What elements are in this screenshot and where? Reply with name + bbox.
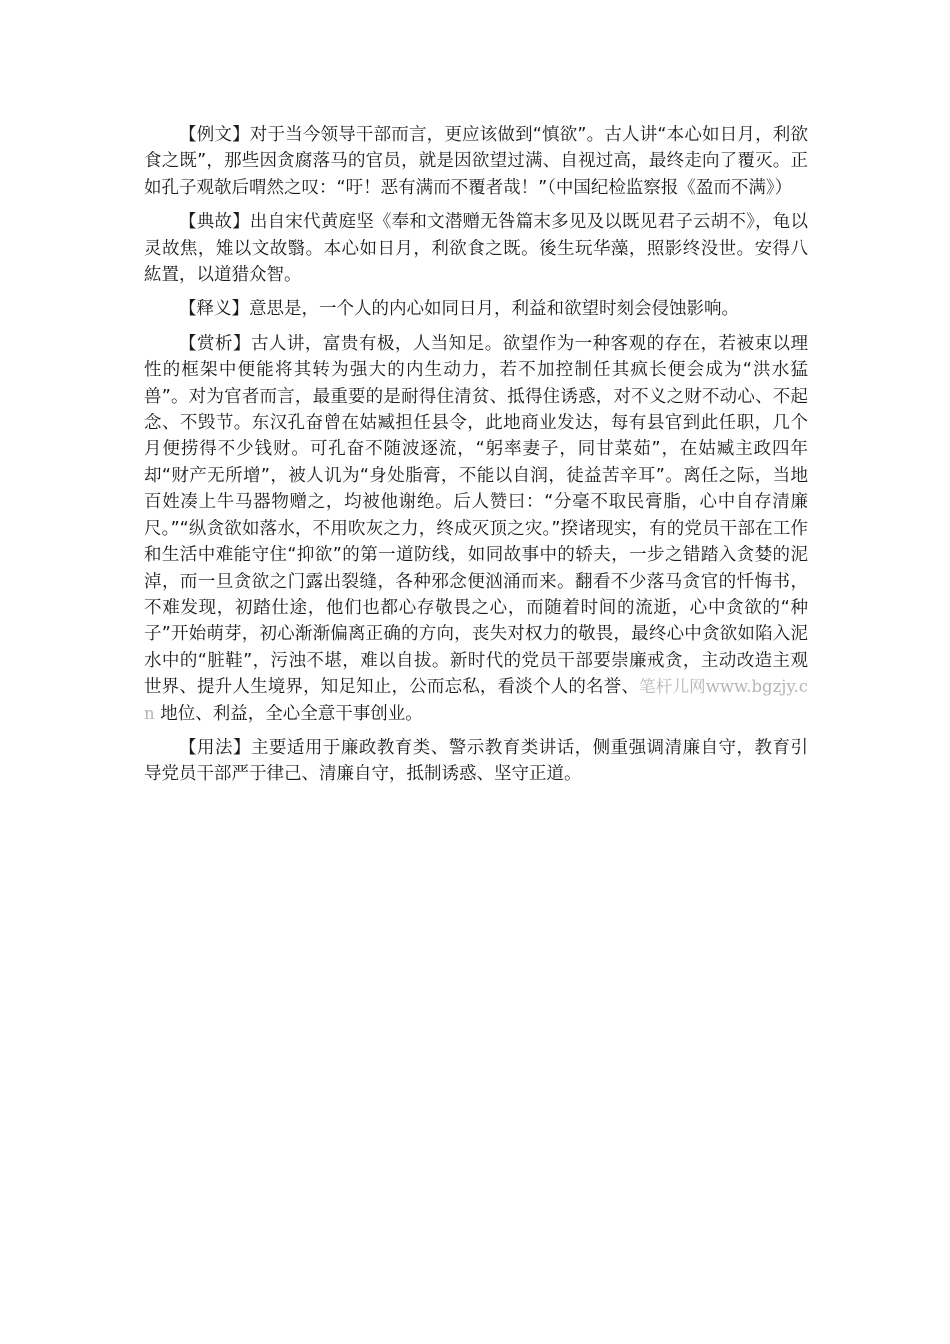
allusion-paragraph: 【典故】出自宋代黄庭坚《奉和文潜赠无咎篇末多见及以既见君子云胡不》，龟以灵故焦，雉以文故翳。本心如日月，利欲食之既。後生玩华藻，照影终没世。安得八紘置，以道猎众智。 <box>144 212 808 286</box>
analysis-text: 【赏析】古人讲，富贵有极，人当知足。欲望作为一种客观的存在，若被束以理性的框架中便能将其转为强大的内生动力，若不加控制任其疯长便会成为“洪水猛兽”。对为官者而言，最重要的是耐得住清贫、抵得住诱惑，对不义之财不动心、不起念、不毁节。东汉孔奋曾在姑臧担任县令，此地商业发达，每有县官到此任职，几个月便捞得不少钱财。可孔奋不随波逐流，“躬率妻子，同甘菜茹”，在姑臧主政四年却“财产无所增”，被人讥为“身处脂膏，不能以自润，徒益苦辛耳”。离任之际，当地百姓凑上牛马器物赠之，均被他谢绝。后人赞曰：“分毫不取民膏脂，心中自存清廉尺。”“纵贪欲如落水，不用吹灰之力，终成灭顶之灾。”揆诸现实，有的党员干部在工作和生活中难能守住“抑欲”的第一道防线，如同故事中的轿夫，一步之错踏入贪婪的泥淖，而一旦贪欲之门露出裂缝，各种邪念便汹涌而来。翻看不少落马贪官的忏悔书，不难发现，初踏仕途，他们也都心存敬畏之心，而随着时间的流逝，心中贪欲的“种子”开始萌芽，初心渐渐偏离正确的方向，丧失对权力的敬畏，最终心中贪欲如陷入泥水中的“脏鞋”，污浊不堪，难以自拔。新时代的党员干部要崇廉戒贪，主动改造主观世界、提升人生境界，知足知止，公而忘私，看淡个人的名誉、 <box>144 333 808 698</box>
analysis-paragraph <box>144 331 808 727</box>
example-paragraph: 【例文】对于当今领导干部而言，更应该做到“慎欲”。古人讲“本心如日月，利欲食之既”，那些因贪腐落马的官员，就是因欲望过满、自视过高，最终走向了覆灭。正如孔子观欹后喟然之叹：“吁！恶有满而不覆者哉！”（中国纪检监察报《盈而不满》） <box>144 125 808 198</box>
meaning-paragraph: 【释义】意思是，一个人的内心如同日月，利益和欲望时刻会侵蚀影响。 <box>179 299 739 320</box>
document-body <box>144 122 808 796</box>
analysis-text-end: 地位、利益，全心全意干事创业。 <box>160 703 423 724</box>
usage-paragraph: 【用法】主要适用于廉政教育类、警示教育类讲话，侧重强调清廉自守，教育引导党员干部严于律己、清廉自守，抵制诱惑、坚守正道。 <box>144 737 808 785</box>
watermark-text: 笔杆儿网www.bgzjy.cn <box>144 677 808 723</box>
